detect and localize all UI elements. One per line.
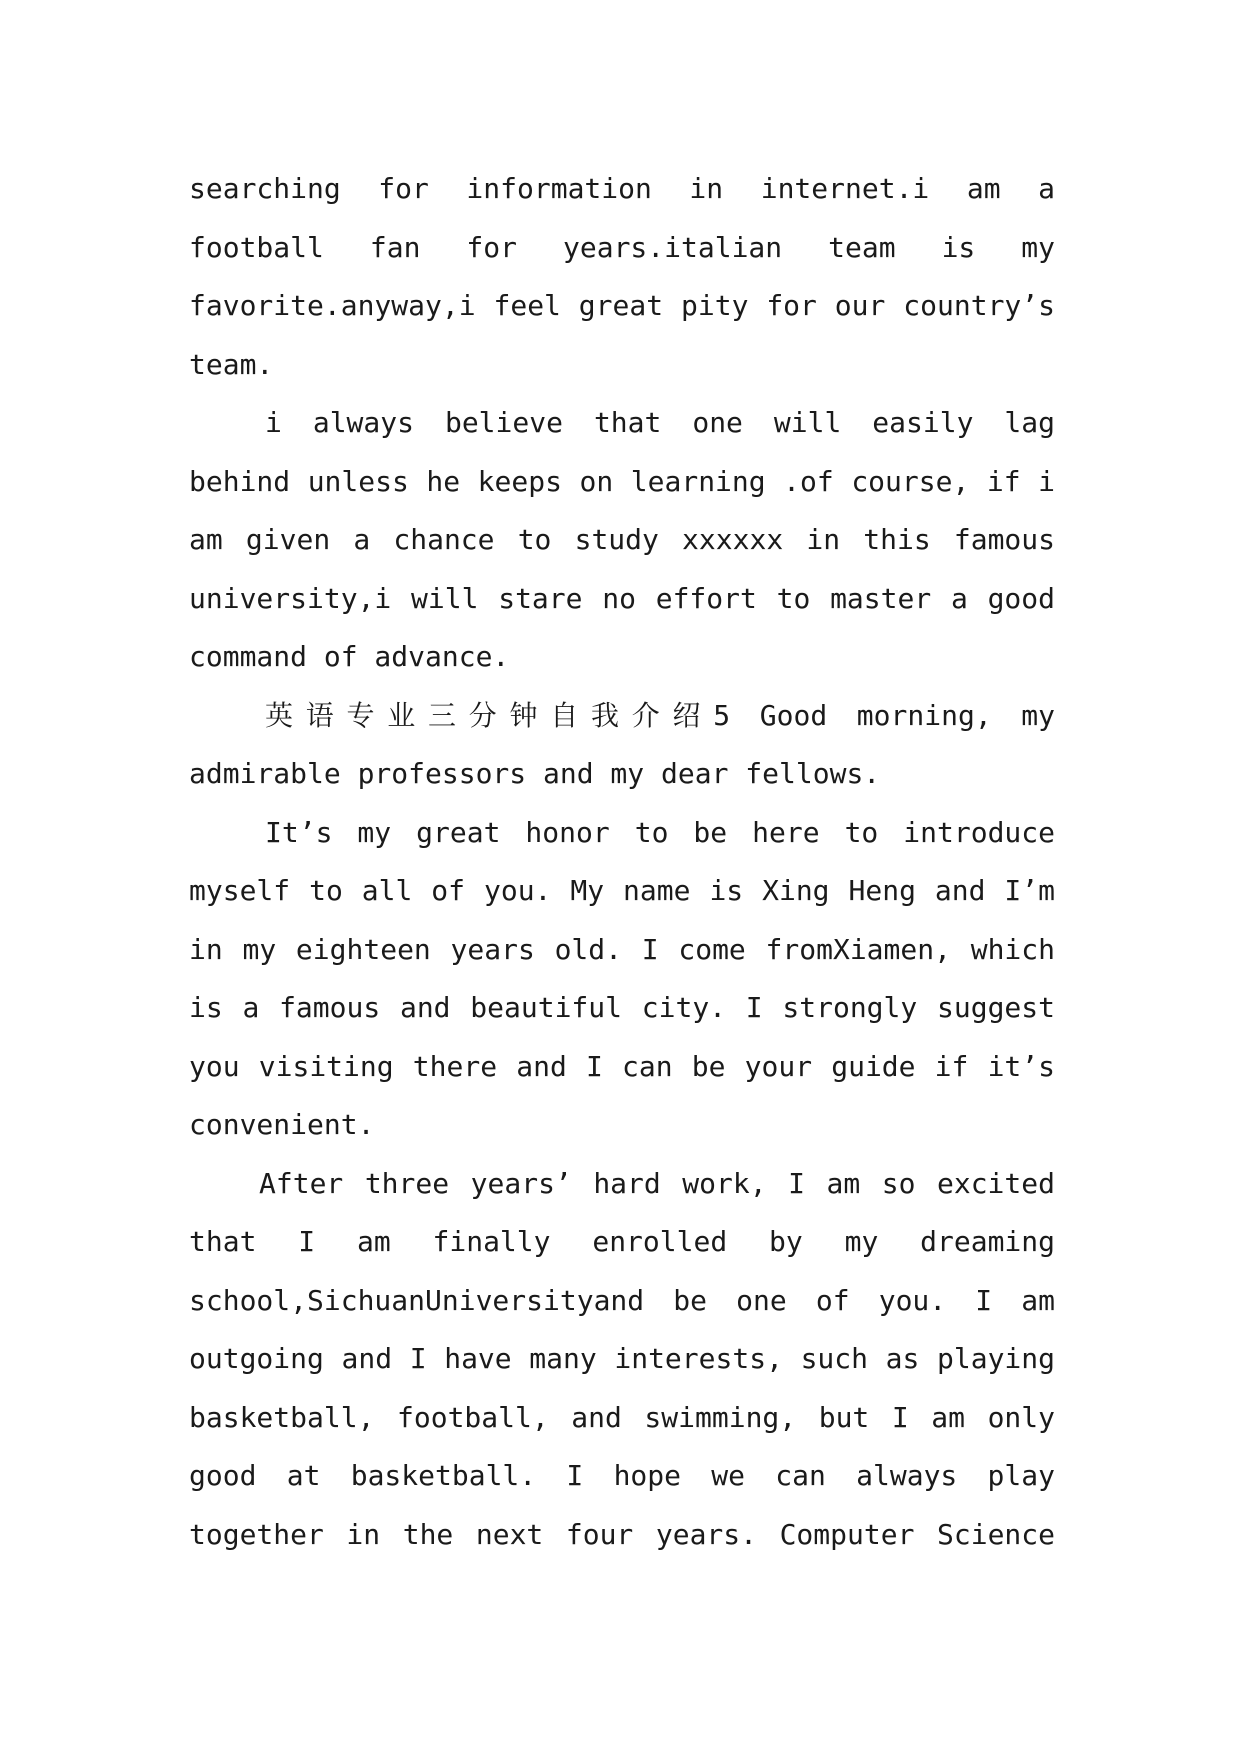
text-line: favorite.anyway,i feel great pity for our country’s	[189, 289, 1055, 322]
text-line: searching for information in internet.i am a	[189, 172, 1055, 205]
text-line: behind unless he keeps on learning .of course, if i	[189, 464, 1055, 498]
section-heading-line: 英语专业三分钟自我介绍5 Good morning, my	[265, 698, 1055, 732]
text-line: command of advance.	[189, 640, 510, 673]
text-line: good at basketball. I hope we can always play	[189, 1459, 1055, 1492]
text-line: admirable professors and my dear fellows.	[189, 757, 881, 790]
paragraph-start-line: It’s my great honor to be here to introduce	[265, 815, 1055, 849]
text-line: am given a chance to study xxxxxx in this famous	[189, 523, 1055, 556]
text-line: outgoing and I have many interests, such as playing	[189, 1342, 1055, 1375]
text-line: in my eighteen years old. I come fromXiamen, which	[189, 932, 1055, 966]
document-body	[189, 160, 1055, 1564]
text-line: you visiting there and I can be your guide if it’s	[189, 1049, 1055, 1083]
text-line: myself to all of you. My name is Xing Heng and I’m	[189, 874, 1055, 907]
text-line: university,i will stare no effort to master a good	[189, 581, 1055, 615]
text-line: football fan for years.italian team is my	[189, 230, 1055, 264]
text-line: together in the next four years. Computer Science	[189, 1517, 1055, 1551]
text-line: basketball, football, and swimming, but I am only	[189, 1400, 1055, 1434]
text-line: that I am finally enrolled by my dreaming	[189, 1225, 1055, 1258]
paragraph-start-line: i always believe that one will easily lag	[265, 406, 1055, 439]
text-line: convenient.	[189, 1108, 375, 1141]
text-line: team.	[189, 347, 274, 381]
paragraph-start-line: After three years’ hard work, I am so excited	[259, 1166, 1055, 1200]
text-line: is a famous and beautiful city. I strongly suggest	[189, 991, 1055, 1024]
text-line: school,SichuanUniversityand be one of you. I am	[189, 1283, 1055, 1317]
